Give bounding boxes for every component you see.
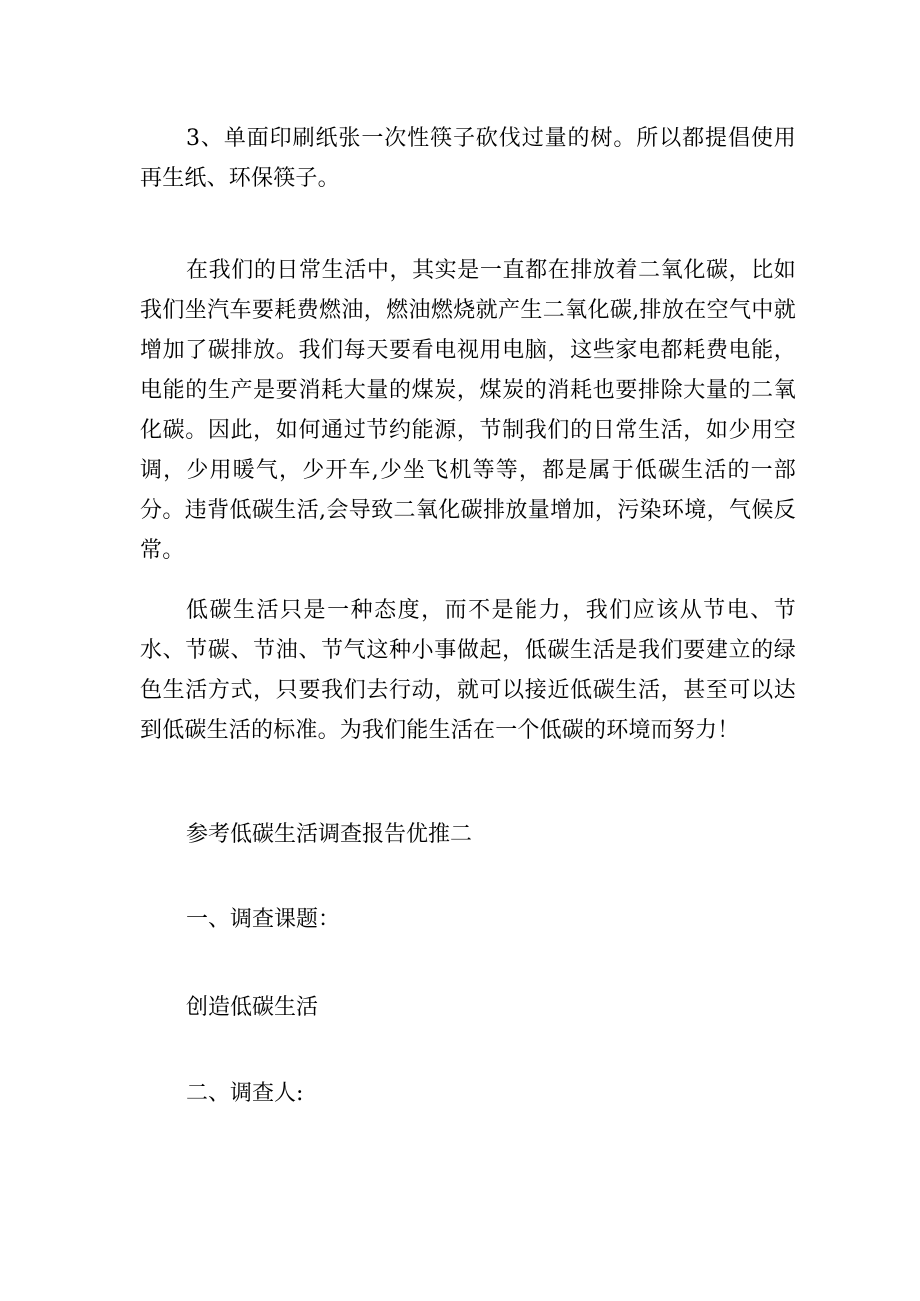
paragraph-low-carbon-attitude: 低碳生活只是一种态度，而不是能力，我们应该从节电、节水、节碳、节油、节气这种小事做起，低碳生活是我们要建立的绿色生活方式，只要我们去行动，就可以接近低碳生活，甚至可以达到低碳生活的标准。为我们能生活在一个低碳的环境而努力！: [140, 598, 796, 743]
survey-topic-value: 创造低碳生活: [186, 995, 319, 1020]
survey-topic-heading: 一、调查课题：: [186, 907, 341, 932]
surveyor-heading: 二、调查人:: [186, 1081, 304, 1106]
paragraph-daily-emissions: 在我们的日常生活中，其实是一直都在排放着二氧化碳，比如我们坐汽车要耗费燃油，燃油燃烧就产生二氧化碳,排放在空气中就增加了碳排放。我们每天要看电视用电脑，这些家电都耗费电能，电能的生产是要消耗大量的煤炭，煤炭的消耗也要排除大量的二氧化碳。因此，如何通过节约能源，节制我们的日常生活，如少用空调，少用暖气，少开车,少坐飞机等等，都是属于低碳生活的一部分。违背低碳生活,会导致二氧化碳排放量增加，污染环境，气候反常。: [140, 258, 796, 563]
paragraph-paper-chopsticks: 3、单面印刷纸张一次性筷子砍伐过量的树。所以都提倡使用再生纸、环保筷子。: [140, 126, 796, 191]
section-title: 参考低碳生活调查报告优推二: [186, 822, 473, 847]
